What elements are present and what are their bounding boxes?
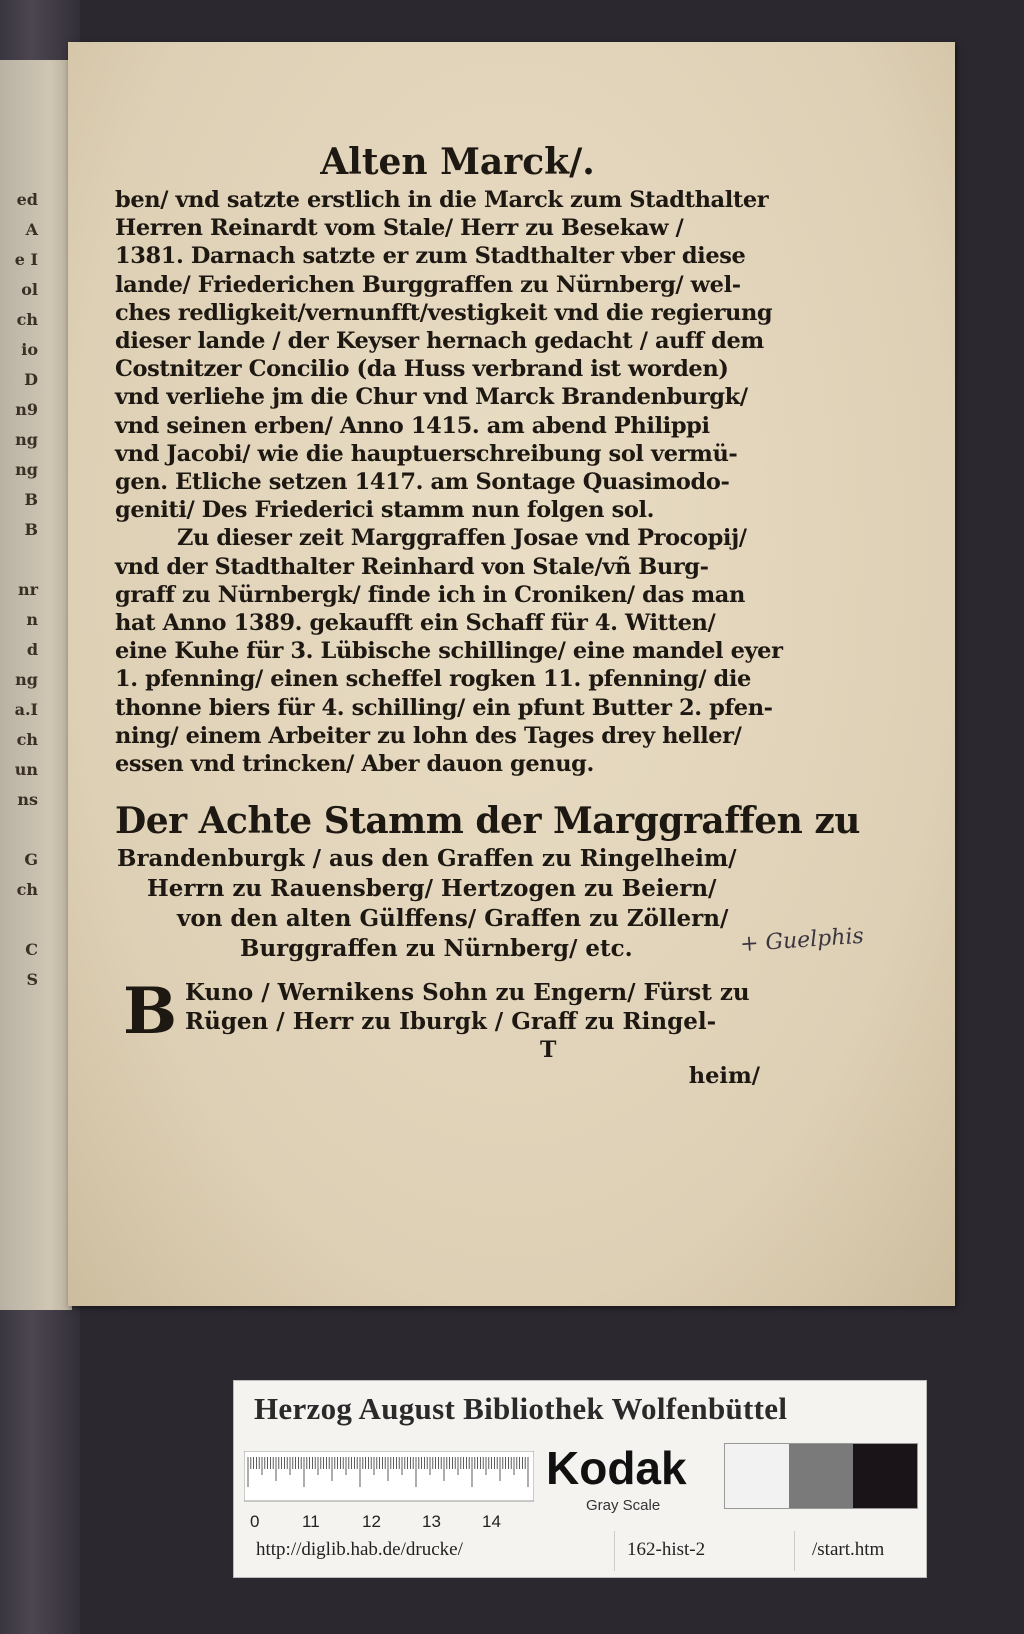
- text-line: ning/ einem Arbeiter zu lohn des Tages drey heller/: [115, 722, 742, 749]
- card-shelfmark: 162-hist-2: [627, 1539, 706, 1560]
- ruler-number: 11: [302, 1512, 320, 1531]
- previous-page-fragment: G: [24, 850, 38, 869]
- kuno-entry: [115, 974, 760, 1050]
- previous-page-fragment: A: [25, 220, 38, 239]
- running-head: Alten Marck/.: [320, 141, 595, 183]
- signature-mark: T: [540, 1037, 557, 1064]
- previous-page-fragment: ng: [15, 460, 38, 479]
- section-subheading-line: Brandenburgk / aus den Graffen zu Ringelheim/: [117, 845, 737, 873]
- previous-page-fragment: D: [24, 370, 38, 389]
- text-line: vnd seinen erben/ Anno 1415. am abend Philippi: [115, 412, 710, 439]
- text-line: ben/ vnd satzte erstlich in die Marck zum Stadthalter: [115, 187, 769, 213]
- previous-page-fragment: d: [26, 640, 38, 659]
- previous-page-fragment: S: [26, 970, 38, 989]
- text-line: vnd Jacobi/ wie die hauptuerschreibung sol vermü-: [115, 440, 738, 467]
- divider: [614, 1531, 615, 1571]
- text-line: dieser lande / der Keyser hernach gedacht / auff dem: [115, 328, 764, 355]
- card-url: http://diglib.hab.de/drucke/: [256, 1539, 463, 1560]
- previous-page-fragment: n: [26, 610, 38, 629]
- gray-scale-swatches: [724, 1443, 918, 1509]
- text-line: essen vnd trincken/ Aber dauon genug.: [115, 751, 594, 778]
- text-line: Costnitzer Concilio (da Huss verbrand ist worden): [115, 356, 729, 383]
- previous-page-edge: [0, 60, 72, 1310]
- section-subheading-line: von den alten Gülffens/ Graffen zu Zöllern/: [177, 905, 729, 933]
- text-line: ches redligkeit/vernunfft/vestigkeit vnd die regierung: [115, 299, 773, 326]
- text-line: graff zu Nürnbergk/ finde ich in Croniken/ das man: [115, 581, 745, 608]
- previous-page-fragment: un: [14, 760, 38, 779]
- previous-page-fragment: ch: [16, 730, 38, 749]
- previous-page-fragment: nr: [17, 580, 38, 599]
- text-line: lande/ Friederichen Burggraffen zu Nürnberg/ wel-: [115, 271, 741, 298]
- text-line: geniti/ Des Friederici stamm nun folgen sol.: [115, 497, 655, 524]
- gray-swatch: [853, 1444, 917, 1508]
- text-line: eine Kuhe für 3. Lübische schillinge/ eine mandel eyer: [115, 638, 783, 665]
- card-title: Herzog August Bibliothek Wolfenbüttel: [254, 1391, 788, 1426]
- previous-page-fragment: ch: [16, 310, 38, 329]
- previous-page-fragment: ns: [17, 790, 38, 809]
- divider: [794, 1531, 795, 1571]
- ruler-scale: [244, 1451, 534, 1533]
- previous-page-fragment: ol: [21, 280, 38, 299]
- previous-page-fragment: [0, 910, 40, 940]
- previous-page-fragment: B: [24, 520, 38, 539]
- ruler-number: 13: [422, 1512, 441, 1531]
- previous-page-fragment: e I: [14, 250, 38, 269]
- text-line: gen. Etliche setzen 1417. am Sontage Quasimodo-: [115, 469, 730, 496]
- text-line: 1381. Darnach satzte er zum Stadthalter vber diese: [115, 243, 746, 270]
- paragraph-1: [115, 186, 773, 524]
- previous-page-fragment: io: [21, 340, 38, 359]
- text-line: vnd der Stadthalter Reinhard von Stale/vñ Burg-: [115, 553, 709, 580]
- previous-page-fragment: B: [24, 490, 38, 509]
- text-line: thonne biers für 4. schilling/ ein pfunt Butter 2. pfen-: [115, 694, 773, 721]
- ruler-number: 12: [362, 1512, 381, 1531]
- previous-page-fragment: [0, 820, 40, 850]
- text-line: vnd verliehe jm die Chur vnd Marck Brandenburgk/: [115, 384, 748, 411]
- ruler-number: 14: [482, 1512, 501, 1531]
- previous-page-margin-text: [0, 190, 40, 1000]
- previous-page-fragment: [0, 550, 40, 580]
- handwritten-note: + Guelphis: [739, 923, 865, 958]
- text-line: 1. pfenning/ einen scheffel rogken 11. pfenning/ die: [115, 666, 751, 693]
- previous-page-fragment: ed: [16, 190, 38, 209]
- catchword: heim/: [688, 1063, 760, 1090]
- decorated-initial: B: [123, 974, 178, 1050]
- section-subheading-line: Herrn zu Rauensberg/ Hertzogen zu Beiern/: [147, 875, 717, 903]
- text-line: Kuno / Wernikens Sohn zu Engern/ Fürst zu: [185, 979, 750, 1007]
- gray-swatch: [789, 1444, 853, 1508]
- ruler-number: 0: [250, 1512, 260, 1531]
- gray-swatch: [725, 1444, 789, 1508]
- paragraph-2: [115, 524, 783, 778]
- previous-page-fragment: ch: [16, 880, 38, 899]
- previous-page-fragment: n9: [15, 400, 38, 419]
- library-color-card: [233, 1380, 927, 1578]
- previous-page-fragment: C: [25, 940, 38, 959]
- text-line: Zu dieser zeit Marggraffen Josae vnd Procopij/: [177, 525, 747, 552]
- previous-page-fragment: ng: [15, 430, 38, 449]
- kodak-logo: Kodak: [546, 1442, 687, 1494]
- text-line: hat Anno 1389. gekaufft ein Schaff für 4. Witten/: [115, 610, 716, 637]
- section-subheading-line: Burggraffen zu Nürnberg/ etc.: [240, 935, 633, 963]
- previous-page-fragment: ng: [15, 670, 38, 689]
- card-start-path: /start.htm: [812, 1539, 885, 1560]
- text-line: Herren Reinardt vom Stale/ Herr zu Besekaw /: [115, 215, 684, 242]
- previous-page-fragment: a.I: [14, 700, 38, 719]
- section-heading: Der Achte Stamm der Marggraffen zu: [115, 800, 860, 843]
- gray-scale-label: Gray Scale: [586, 1497, 661, 1514]
- text-line: Rügen / Herr zu Iburgk / Graff zu Ringel-: [185, 1008, 717, 1036]
